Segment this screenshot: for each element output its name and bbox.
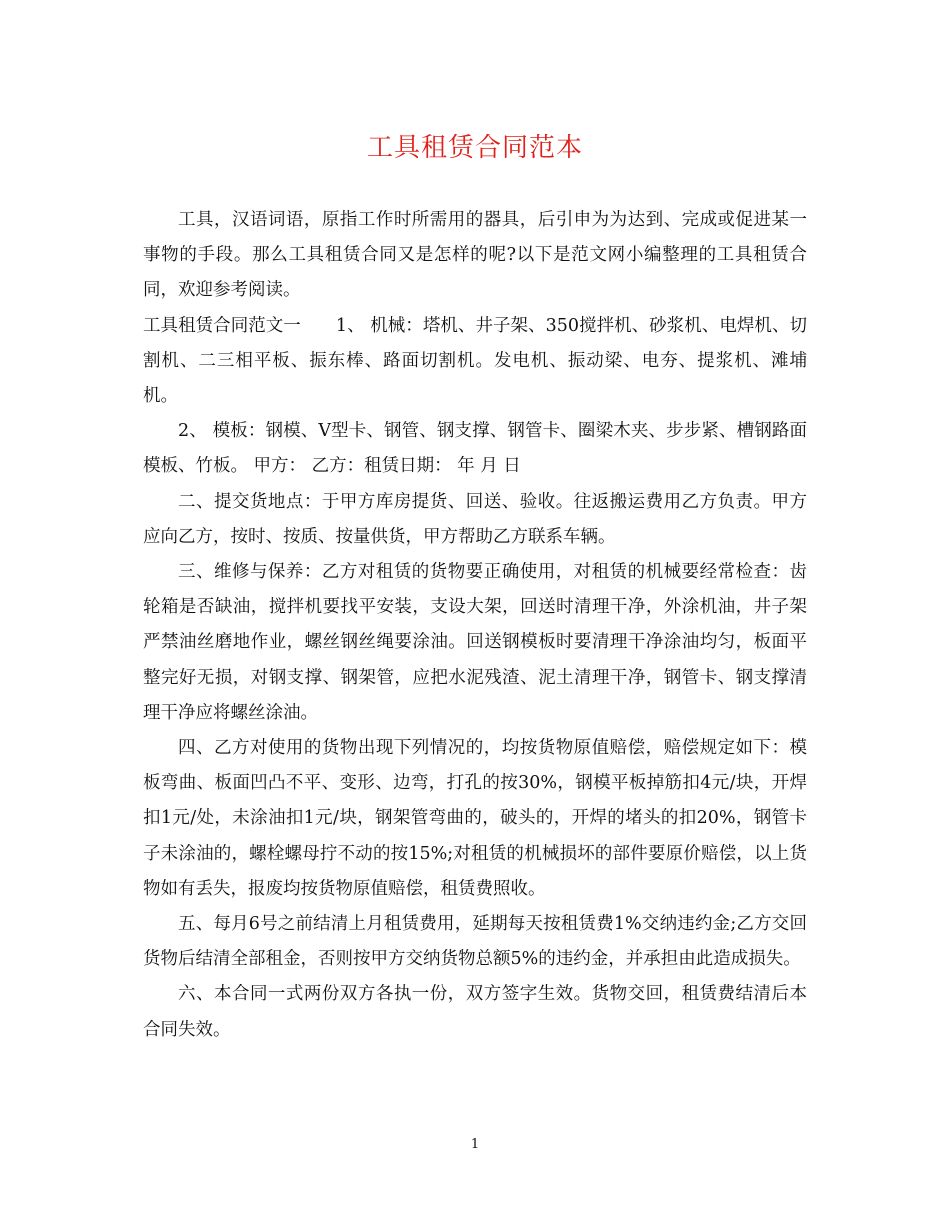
section-compensation-paragraph: 四、乙方对使用的货物出现下列情况的，均按货物原值赔偿，赔偿规定如下：模板弯曲、板面凹凸不平、变形、边弯，打孔的按30%，钢模平板掉筋扣4元/块，开焊扣1元/处，未涂油扣1元/块，钢架管弯曲的，破头的，开焊的堵头的扣20%，钢管卡子未涂油的，螺栓螺母拧不动的按15%;对租赁的机械损坏的部件要原价赔偿，以上货物如有丢失，报废均按货物原值赔偿，租赁费照收。 bbox=[143, 738, 807, 899]
document-title: 工具租赁合同范本 bbox=[366, 133, 583, 163]
section-maintenance-paragraph: 三、维修与保养：乙方对租赁的货物要正确使用，对租赁的机械要经常检查：齿轮箱是否缺油，搅拌机要找平安装，支设大架，回送时清理干净，外涂机油，井子架严禁油丝磨地作业，螺丝钢丝绳要涂油。回送钢模板时要清理干净涂油均匀，板面平整完好无损，对钢支撑、钢架管，应把水泥残渣、泥土清理干净，钢管卡、钢支撑清理干净应将螺丝涂油。 bbox=[143, 562, 807, 723]
section-payment-paragraph: 五、每月6号之前结清上月租赁费用，延期每天按租赁费1%交纳违约金;乙方交回货物后结清全部租金，否则按甲方交纳货物总额5%的违约金，并承担由此造成损失。 bbox=[143, 914, 807, 970]
section-machinery-paragraph: 工具租赁合同范文一 1、 机械：塔机、井子架、350搅拌机、砂浆机、电焊机、切割机、二三相平板、振东棒、路面切割机。发电机、振动梁、电夯、提浆机、滩埔机。 bbox=[143, 315, 807, 407]
document-body bbox=[143, 203, 807, 1048]
intro-paragraph: 工具，汉语词语，原指工作时所需用的器具，后引申为为达到、完成或促进某一事物的手段。那么工具租赁合同又是怎样的呢?以下是范文网小编整理的工具租赁合同，欢迎参考阅读。 bbox=[143, 210, 807, 301]
section-formwork-paragraph: 2、 模板：钢模、V型卡、钢管、钢支撑、钢管卡、圈梁木夹、步步紧、槽钢路面模板、竹板。 甲方： 乙方：租赁日期： 年 月 日 bbox=[143, 421, 807, 477]
section-delivery-paragraph: 二、提交货地点：于甲方库房提货、回送、验收。往返搬运费用乙方负责。甲方应向乙方，按时、按质、按量供货，甲方帮助乙方联系车辆。 bbox=[143, 491, 807, 547]
page-number: 1 bbox=[470, 1137, 480, 1152]
section-validity-paragraph: 六、本合同一式两份双方各执一份，双方签字生效。货物交回，租赁费结清后本合同失效。 bbox=[143, 984, 807, 1040]
